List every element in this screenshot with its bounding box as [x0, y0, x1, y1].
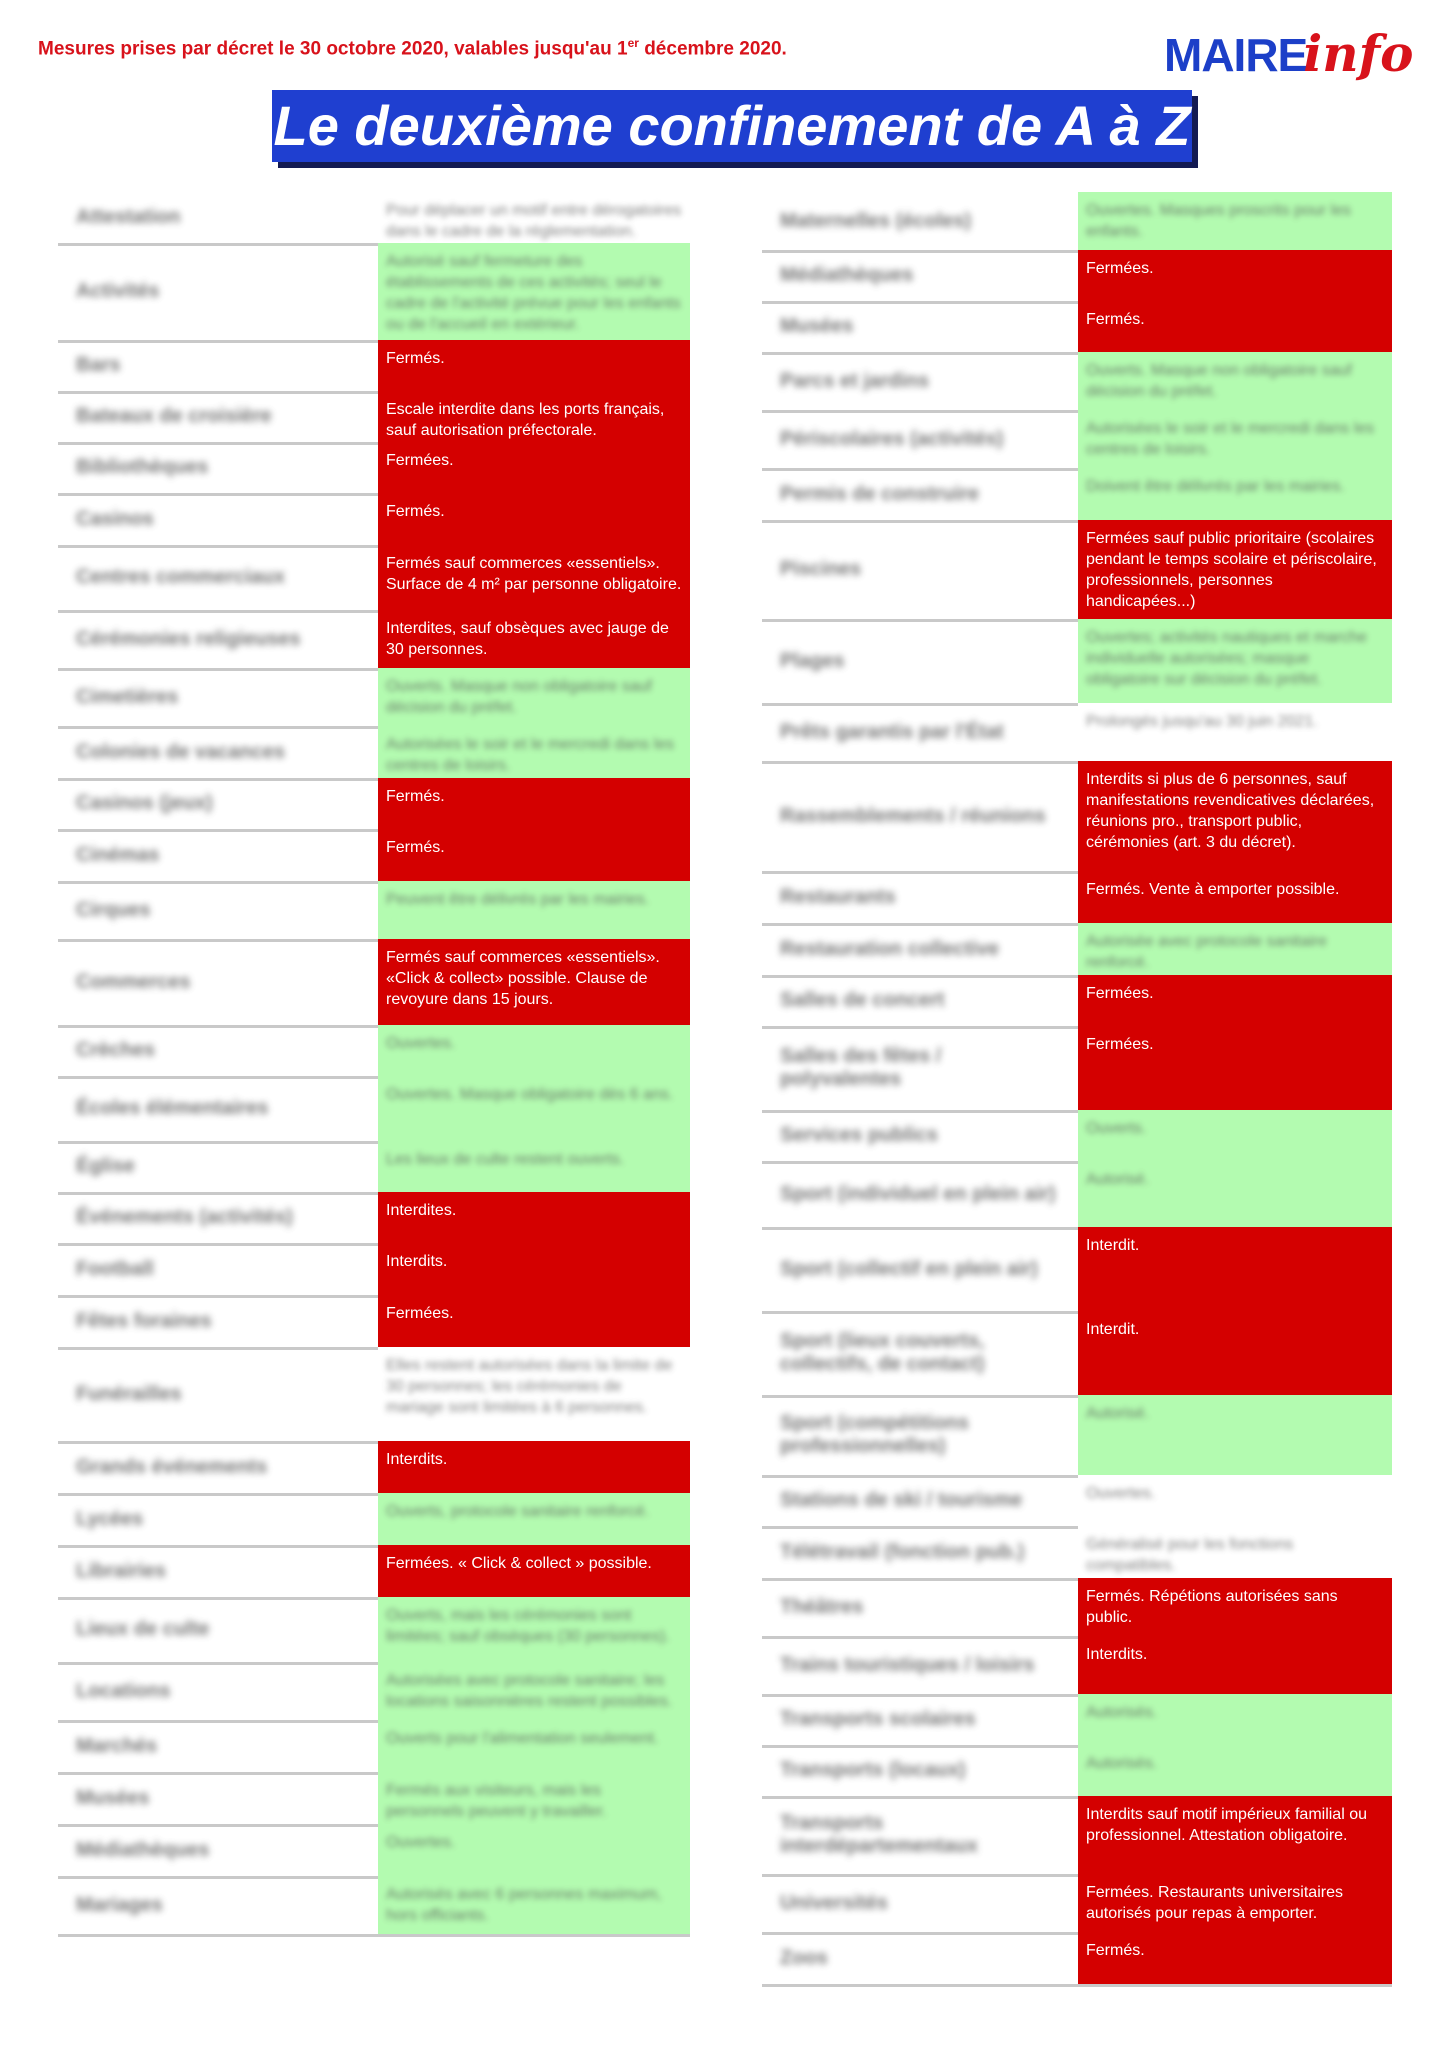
- status-cell: [378, 1025, 690, 1076]
- row-label: Télétravail (fonction pub.): [780, 1540, 1025, 1563]
- table-row: [762, 1227, 1392, 1311]
- row-label: Permis de construire: [780, 482, 979, 505]
- status-text: Fermées. « Click & collect » possible.: [386, 1555, 652, 1572]
- table-row: [58, 1347, 690, 1441]
- row-label: Restauration collective: [780, 937, 999, 960]
- status-cell: [1078, 250, 1392, 301]
- table-row: [58, 1597, 690, 1662]
- status-cell: [378, 1076, 690, 1141]
- table-row: [762, 1796, 1392, 1874]
- status-text: Fermées. Restaurants universitaires autorisés pour repas à emporter.: [1086, 1884, 1343, 1922]
- status-text: Généralisé pour les fonctions compatibles.: [1086, 1536, 1294, 1574]
- table-row: [58, 391, 690, 442]
- status-text: Autorisée avec protocole sanitaire renforcé.: [1086, 933, 1328, 971]
- row-label: Funérailles: [76, 1382, 182, 1405]
- status-cell: [378, 1295, 690, 1347]
- status-cell: [1078, 1395, 1392, 1475]
- status-text: Autorisés.: [1086, 1704, 1158, 1721]
- row-label: Bibliothèques: [76, 456, 209, 478]
- status-text: Interdits.: [1086, 1646, 1148, 1663]
- status-cell: [378, 192, 690, 243]
- table-row: [58, 545, 690, 610]
- status-cell: [1078, 352, 1392, 410]
- status-cell: [1078, 1745, 1392, 1796]
- table-row: [58, 1141, 690, 1192]
- status-text: Elles restent autorisées dans la limite de 30 personnes; les cérémonies de mariage sont limitées à 6 personnes.: [386, 1357, 673, 1416]
- status-cell: [1078, 1636, 1392, 1694]
- status-text: Fermées.: [1086, 985, 1154, 1002]
- status-text: Ouvertes; activités nautiques et marche individuelle autorisées; masque obligatoire sur décision du préfet.: [1086, 629, 1368, 688]
- row-divider: [58, 1934, 690, 1937]
- table-row: [58, 726, 690, 778]
- status-text: Pour déplacer un motif entre dérogatoires dans le cadre de la réglementation.: [386, 202, 682, 240]
- table-row: [58, 1076, 690, 1141]
- row-label: Activités: [76, 280, 160, 302]
- status-text: Ouvertes.: [386, 1035, 456, 1052]
- table-row: [762, 192, 1392, 250]
- status-text: Autorisé sauf fermeture des établissements de ces activités; seul le cadre de l'activité prévue pour les enfants ou de l'accueil en extérieur.: [386, 253, 681, 333]
- row-label: Transports scolaires: [780, 1708, 976, 1730]
- table-row: [58, 243, 690, 340]
- row-label: Casinos: [76, 507, 154, 530]
- status-cell: [378, 939, 690, 1025]
- status-cell: [1078, 1578, 1392, 1636]
- table-row: [762, 1636, 1392, 1694]
- row-label: Cinémas: [76, 843, 160, 866]
- status-text: Interdites, sauf obsèques avec jauge de 30 personnes.: [386, 620, 669, 658]
- row-label: Église: [76, 1155, 135, 1177]
- status-cell: [378, 442, 690, 493]
- table-row: [762, 410, 1392, 468]
- status-text: Interdit.: [1086, 1321, 1140, 1338]
- status-text: Fermées sauf public prioritaire (scolaires pendant le temps scolaire et périscolaire, professionnels, personnes handicapées...): [1086, 530, 1377, 610]
- table-row: [762, 871, 1392, 923]
- status-text: Fermés sauf commerces «essentiels». Surface de 4 m² par personne obligatoire.: [386, 555, 682, 593]
- row-label: Grands événements: [76, 1455, 268, 1478]
- status-cell: [378, 1824, 690, 1876]
- maireinfo-logo: MAIREinfo: [1164, 24, 1414, 83]
- table-row: [58, 1441, 690, 1493]
- status-cell: [378, 1141, 690, 1192]
- table-row: [58, 939, 690, 1025]
- table-row: [58, 610, 690, 668]
- status-cell: [378, 1493, 690, 1545]
- status-cell: [1078, 1110, 1392, 1161]
- status-text: Ouverts, mais les cérémonies sont limitées; sauf obsèques (30 personnes).: [386, 1607, 670, 1645]
- status-text: Fermés.: [1086, 311, 1145, 328]
- status-text: Ouverts pour l'alimentation seulement.: [386, 1730, 659, 1747]
- status-cell: [1078, 1796, 1392, 1874]
- status-text: Fermés.: [386, 788, 445, 805]
- status-text: Autorisées le soir et le mercredi dans les centres de loisirs.: [386, 736, 675, 774]
- status-text: Autorisées avec protocole sanitaire; les locations saisonnières restent possibles.: [386, 1672, 673, 1710]
- status-cell: [1078, 1475, 1392, 1526]
- page-title: Le deuxième confinement de A à Z: [272, 90, 1192, 162]
- status-cell: [1078, 1161, 1392, 1227]
- status-text: Interdits.: [386, 1451, 448, 1468]
- row-label: Cirques: [76, 898, 151, 921]
- status-cell: [1078, 975, 1392, 1026]
- table-row: [762, 975, 1392, 1026]
- table-row: [762, 1932, 1392, 1984]
- status-cell: [378, 493, 690, 545]
- status-cell: [378, 1347, 690, 1441]
- table-row: [58, 1192, 690, 1243]
- table-row: [762, 1745, 1392, 1796]
- row-label: Universités: [780, 1891, 888, 1914]
- status-cell: [1078, 1526, 1392, 1578]
- table-row: [762, 301, 1392, 352]
- status-text: Fermés. Répétions autorisées sans public.: [1086, 1588, 1338, 1626]
- row-label: Sport (compétitions professionnelles): [780, 1412, 969, 1457]
- row-label: Transports (locaux): [780, 1759, 966, 1781]
- status-cell: [378, 545, 690, 610]
- table-row: [58, 1545, 690, 1597]
- table-row: [58, 829, 690, 881]
- row-label: Fêtes foraines: [76, 1309, 212, 1332]
- table-row: [58, 340, 690, 391]
- status-cell: [1078, 301, 1392, 352]
- row-label: Centres commerciaux: [76, 566, 285, 588]
- table-row: [762, 1395, 1392, 1475]
- row-label: Lycées: [76, 1507, 144, 1530]
- table-row: [58, 778, 690, 829]
- row-label: Bateaux de croisière: [76, 405, 272, 427]
- row-label: Services publics: [780, 1124, 938, 1146]
- status-text: Ouverts. Masque non obligatoire sauf décision du préfet.: [386, 678, 652, 716]
- table-row: [762, 761, 1392, 871]
- table-row: [58, 1876, 690, 1934]
- row-divider: [762, 1984, 1392, 1987]
- status-cell: [378, 829, 690, 881]
- status-text: Autorisé.: [1086, 1405, 1150, 1422]
- table-row: [762, 1161, 1392, 1227]
- status-cell: [378, 1597, 690, 1662]
- table-row: [58, 668, 690, 726]
- status-text: Fermées.: [1086, 1036, 1154, 1053]
- row-label: Musées: [780, 315, 854, 337]
- status-text: Ouvertes. Masque obligatoire dès 6 ans.: [386, 1086, 674, 1103]
- status-cell: [1078, 619, 1392, 703]
- row-label: Locations: [76, 1679, 171, 1702]
- row-label: Restaurants: [780, 885, 896, 908]
- status-cell: [378, 668, 690, 726]
- status-cell: [1078, 1311, 1392, 1395]
- status-text: Autorisés avec 6 personnes maximum, hors officiants.: [386, 1886, 662, 1924]
- table-row: [58, 1824, 690, 1876]
- row-label: Lieux de culte: [76, 1618, 210, 1640]
- status-cell: [378, 726, 690, 778]
- row-label: Marchés: [76, 1734, 158, 1757]
- table-row: [762, 1526, 1392, 1578]
- table-row: [762, 1874, 1392, 1932]
- status-cell: [1078, 520, 1392, 619]
- status-cell: [378, 1192, 690, 1243]
- status-text: Prolongés jusqu'au 30 juin 2021.: [1086, 713, 1318, 730]
- status-cell: [378, 340, 690, 391]
- status-text: Fermés sauf commerces «essentiels». «Click & collect» possible. Clause de revoyure dans 15 jours.: [386, 949, 660, 1008]
- status-cell: [1078, 1026, 1392, 1110]
- status-cell: [378, 778, 690, 829]
- row-label: Musées: [76, 1786, 150, 1809]
- status-text: Interdit.: [1086, 1237, 1140, 1254]
- status-cell: [378, 1441, 690, 1493]
- table-row: [58, 1662, 690, 1720]
- status-cell: [1078, 871, 1392, 923]
- status-cell: [1078, 703, 1392, 761]
- status-text: Autorisées le soir et le mercredi dans les centres de loisirs.: [1086, 420, 1375, 458]
- table-row: [58, 493, 690, 545]
- status-text: Ouvertes.: [386, 1834, 456, 1851]
- row-label: Salles de concert: [780, 989, 945, 1011]
- status-text: Ouverts. Masque non obligatoire sauf décision du préfet.: [1086, 362, 1352, 400]
- row-label: Plages: [780, 649, 845, 672]
- table-row: [58, 1772, 690, 1824]
- row-label: Transports interdépartementaux: [780, 1812, 978, 1857]
- status-cell: [378, 391, 690, 442]
- row-label: Prêts garantis par l'État: [780, 720, 1004, 743]
- status-cell: [1078, 1694, 1392, 1745]
- row-label: Écoles élémentaires: [76, 1097, 269, 1119]
- table-row: [58, 1720, 690, 1772]
- status-cell: [378, 1662, 690, 1720]
- status-text: Fermées.: [386, 452, 454, 469]
- table-row: [762, 923, 1392, 975]
- status-cell: [378, 1772, 690, 1824]
- status-cell: [378, 1545, 690, 1597]
- status-text: Les lieux de culte restent ouverts.: [386, 1151, 625, 1168]
- status-text: Interdites.: [386, 1202, 457, 1219]
- status-text: Interdits si plus de 6 personnes, sauf manifestations revendicatives déclarées, réunions pro., transport public, cérémonies (art. 3 du décret).: [1086, 771, 1375, 851]
- status-cell: [378, 1243, 690, 1295]
- row-label: Rassemblements / réunions: [780, 804, 1046, 827]
- status-cell: [378, 1876, 690, 1934]
- row-label: Cimetières: [76, 685, 179, 708]
- row-label: Médiathèques: [76, 1838, 210, 1861]
- status-text: Autorisés.: [1086, 1755, 1158, 1772]
- row-label: Événements (activités): [76, 1206, 293, 1228]
- status-text: Interdits sauf motif impérieux familial ou professionnel. Attestation obligatoire.: [1086, 1806, 1367, 1844]
- row-label: Colonies de vacances: [76, 740, 285, 763]
- status-cell: [1078, 761, 1392, 871]
- status-text: Ouvertes. Masques proscrits pour les enfants.: [1086, 202, 1351, 240]
- status-cell: [378, 881, 690, 939]
- table-row: [762, 619, 1392, 703]
- row-label: Parcs et jardins: [780, 369, 929, 392]
- row-label: Sport (individuel en plein air): [780, 1182, 1056, 1205]
- table-row: [762, 352, 1392, 410]
- table-row: [58, 1243, 690, 1295]
- decree-note: Mesures prises par décret le 30 octobre 2020, valables jusqu'au 1er décembre 2020.: [38, 36, 787, 60]
- row-label: Salles des fêtes / polyvalentes: [780, 1045, 942, 1090]
- status-cell: [1078, 923, 1392, 975]
- table-row: [762, 703, 1392, 761]
- table-row: [762, 1311, 1392, 1395]
- table-row: [58, 1295, 690, 1347]
- status-cell: [1078, 468, 1392, 520]
- status-text: Fermés aux visiteurs, mais les personnels peuvent y travailler.: [386, 1782, 607, 1820]
- status-text: Fermées.: [1086, 260, 1154, 277]
- status-cell: [378, 243, 690, 340]
- row-label: Sport (collectif en plein air): [780, 1257, 1038, 1280]
- status-text: Fermées.: [386, 1305, 454, 1322]
- table-row: [762, 1475, 1392, 1526]
- table-row: [58, 1025, 690, 1076]
- table-row: [58, 881, 690, 939]
- row-label: Librairies: [76, 1559, 167, 1582]
- status-text: Ouverts.: [1086, 1120, 1147, 1137]
- row-label: Stations de ski / tourisme: [780, 1489, 1023, 1511]
- status-text: Peuvent être délivrés par les mairies.: [386, 891, 650, 908]
- row-label: Zoos: [780, 1946, 828, 1969]
- table-row: [762, 468, 1392, 520]
- row-label: Trains touristiques / loisirs: [780, 1653, 1035, 1676]
- status-text: Fermés.: [386, 350, 445, 367]
- status-cell: [1078, 1227, 1392, 1311]
- status-cell: [378, 1720, 690, 1772]
- table-row: [762, 250, 1392, 301]
- status-text: Fermés. Vente à emporter possible.: [1086, 881, 1340, 898]
- status-cell: [1078, 1874, 1392, 1932]
- row-label: Sport (lieux couverts, collectifs, de contact): [780, 1330, 985, 1375]
- row-label: Cérémonies religieuses: [76, 627, 301, 650]
- status-cell: [1078, 410, 1392, 468]
- status-text: Fermés.: [1086, 1942, 1145, 1959]
- status-text: Ouvertes.: [1086, 1485, 1156, 1502]
- status-text: Ouverts, protocole sanitaire renforcé.: [386, 1503, 650, 1520]
- row-label: Commerces: [76, 970, 191, 993]
- status-cell: [1078, 192, 1392, 250]
- row-label: Périscolaires (activités): [780, 427, 1004, 450]
- row-label: Mariages: [76, 1893, 163, 1916]
- table-row: [762, 520, 1392, 619]
- row-label: Football: [76, 1257, 154, 1280]
- status-cell: [1078, 1932, 1392, 1984]
- table-row: [762, 1578, 1392, 1636]
- status-text: Escale interdite dans les ports français, sauf autorisation préfectorale.: [386, 401, 665, 439]
- row-label: Théâtres: [780, 1595, 864, 1618]
- table-row: [762, 1026, 1392, 1110]
- status-text: Interdits.: [386, 1253, 448, 1270]
- row-label: Médiathèques: [780, 264, 914, 286]
- row-label: Casinos (jeux): [76, 792, 213, 814]
- status-text: Fermés.: [386, 503, 445, 520]
- row-label: Bars: [76, 354, 121, 376]
- table-row: [762, 1110, 1392, 1161]
- table-row: [762, 1694, 1392, 1745]
- status-text: Autorisé.: [1086, 1171, 1150, 1188]
- row-label: Maternelles (écoles): [780, 209, 972, 232]
- status-text: Doivent être délivrés par les mairies.: [1086, 478, 1345, 495]
- row-label: Crèches: [76, 1039, 155, 1061]
- status-text: Fermés.: [386, 839, 445, 856]
- row-label: Attestation: [76, 206, 181, 228]
- table-row: [58, 442, 690, 493]
- table-row: [58, 1493, 690, 1545]
- status-cell: [378, 610, 690, 668]
- row-label: Piscines: [780, 558, 862, 580]
- table-row: [58, 192, 690, 243]
